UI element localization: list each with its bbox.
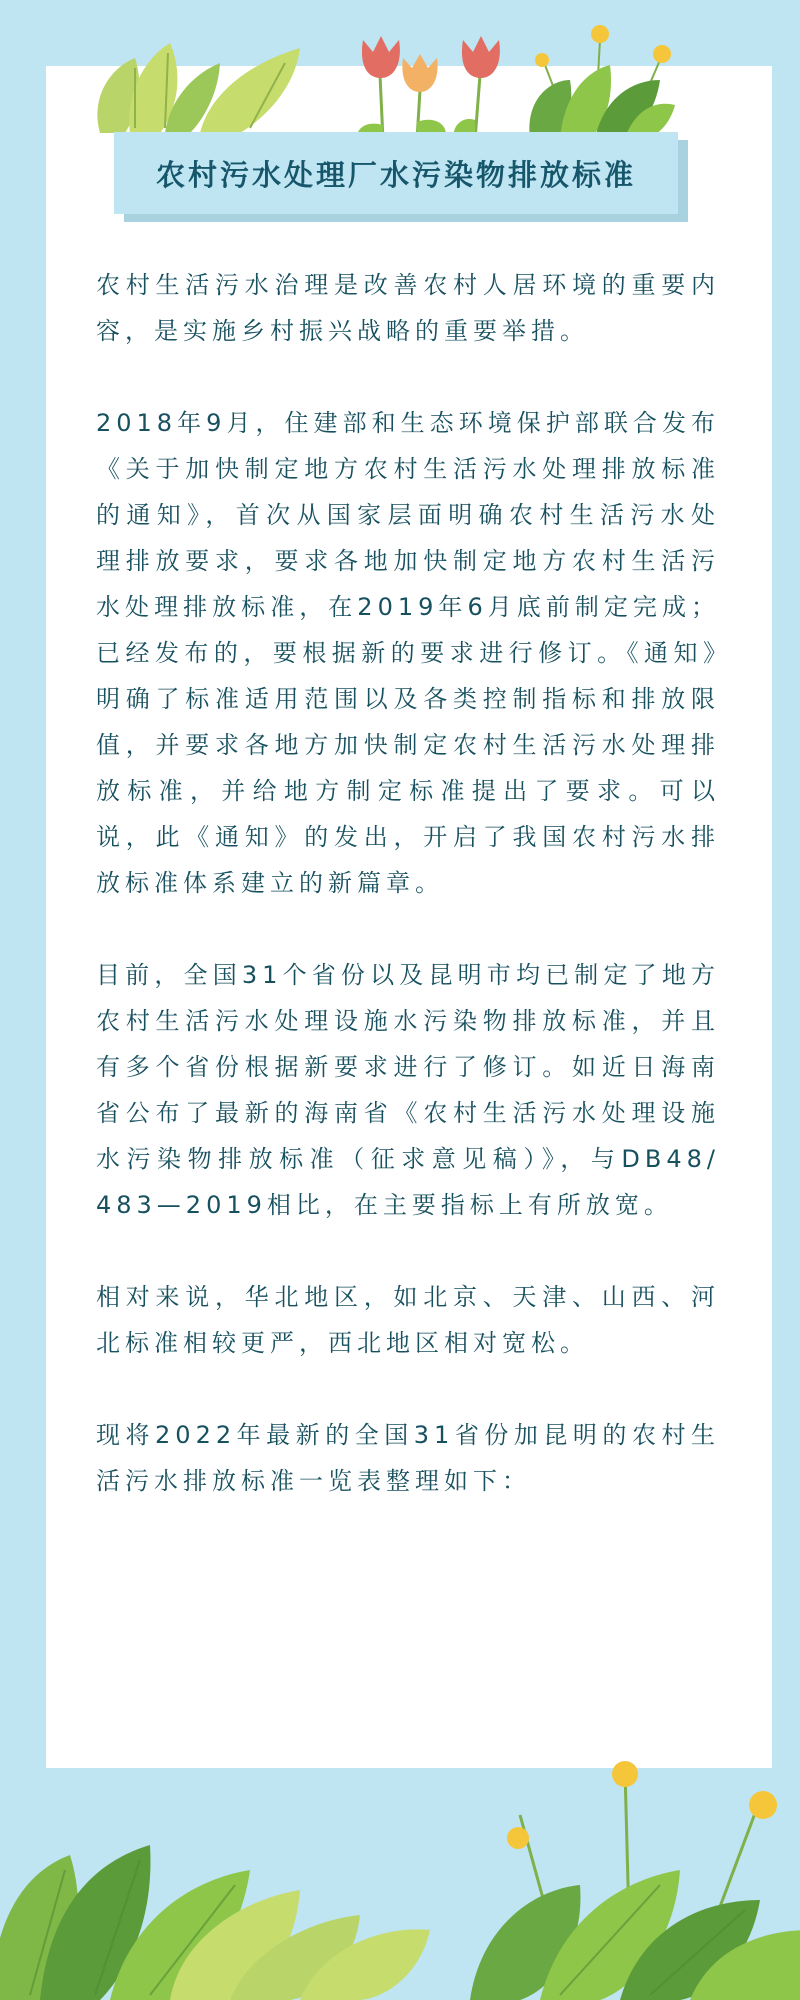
bottom-plants-illustration [0, 1760, 800, 2000]
paragraph: 相对来说，华北地区，如北京、天津、山西、河北标准相较更严，西北地区相对宽松。 [96, 1283, 720, 1357]
paragraph: 现将2022年最新的全国31省份加昆明的农村生活污水排放标准一览表整理如下： [96, 1421, 720, 1495]
top-right-flowers-illustration [520, 20, 680, 140]
paragraph: 目前，全国31个省份以及昆明市均已制定了地方农村生活污水处理设施水污染物排放标准，并且有多个省份根据新要求进行了修订。如近日海南省公布了最新的海南省《农村生活污水处理设施水污染物排放标准（征求意见稿）》，与DB48/ 483—2019相比，在主要指标上有所放宽。 [96, 961, 720, 1219]
paragraph: 农村生活污水治理是改善农村人居环境的重要内容，是实施乡村振兴战略的重要举措。 [96, 271, 720, 345]
tulips-illustration [345, 30, 525, 145]
page-title: 农村污水处理厂水污染物排放标准 [155, 157, 636, 192]
title-box [114, 132, 678, 214]
top-left-leaves-illustration [90, 38, 320, 138]
article-body [96, 262, 720, 1550]
paragraph: 2018年9月，住建部和生态环境保护部联合发布《关于加快制定地方农村生活污水处理排放标准的通知》，首次从国家层面明确农村生活污水处理排放要求，要求各地加快制定地方农村生活污水处理排放标准，在2019年6月底前制定完成；已经发布的，要根据新的要求进行修订。《通知》明确了标准适用范围以及各类控制指标和排放限值，并要求各地方加快制定农村生活污水处理排放标准，并给地方制定标准提出了要求。可以说，此《通知》的发出，开启了我国农村污水排放标准体系建立的新篇章。 [96, 409, 720, 897]
